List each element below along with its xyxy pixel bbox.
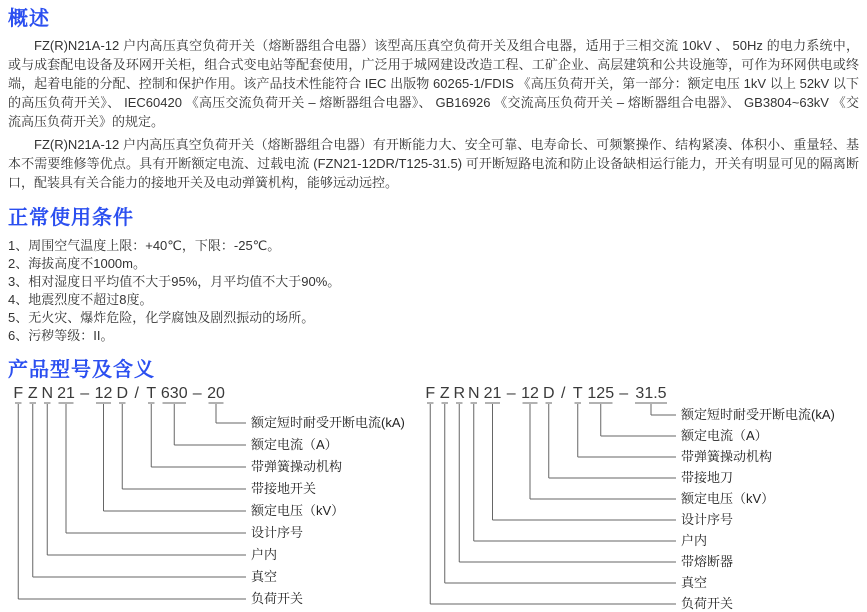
model-token: F — [425, 385, 436, 402]
diagram-label: 户内 — [251, 547, 278, 562]
conditions-heading: 正常使用条件 — [8, 207, 134, 229]
model-token: – — [619, 385, 629, 402]
model-diagrams — [8, 384, 859, 610]
model-token: 21 — [57, 385, 75, 402]
diagram-label: 带熔断器 — [681, 554, 734, 569]
diagram-label: 负荷开关 — [251, 591, 304, 606]
diagram-label: 真空 — [681, 575, 708, 590]
model-token: D — [543, 385, 555, 402]
diagram-label: 带弹簧操动机构 — [681, 449, 773, 464]
overview-paragraph-1: FZ(R)N21A-12 户内高压真空负荷开关（熔断器组合电器）该型高压真空负荷开关及组合电器，适用于三相交流 10kV 、 50Hz 的电力系统中，或与成套配电设备及环网开关柜，组合式变电站等配套使用，广泛用于城网建设改造工程、工矿企业、高层建筑和公共设施等，可作为环网供电或终端，起着电能的分配、控制和保护作用。该产品技术性能符合 IEC 出版物 60265-1/FDIS 《高压负荷开关，第一部分：额定电压 1kV 以上 52kV 以下的高压负荷开关》、 IEC60420 《高压交流负荷开关 – 熔断器组合电器》、 GB16926 《交流高压负荷开关 – 熔断器组合电器》、 GB3804~63kV 《交流高压负荷开关》的规定。 — [8, 38, 859, 129]
diagram-label: 额定电流（A） — [681, 428, 768, 443]
model-token: 21 — [483, 385, 502, 402]
diagram-label: 额定电压（kV） — [251, 503, 345, 518]
model-token: 125 — [587, 385, 615, 402]
condition-item: 5、无火灾、爆炸危险，化学腐蚀及剧烈振动的场所。 — [8, 310, 315, 325]
model-token: T — [572, 385, 583, 402]
diagram-label: 带接地开关 — [251, 481, 317, 496]
diagram-label: 设计序号 — [681, 512, 734, 527]
model-token: F — [13, 385, 24, 402]
model-token: R — [453, 385, 466, 402]
models-heading: 产品型号及含义 — [8, 359, 155, 381]
conditions-list — [8, 237, 859, 345]
diagram-label: 真空 — [251, 569, 278, 584]
model-token: 12 — [94, 385, 113, 402]
diagram-label: 额定短时耐受开断电流(kA) — [251, 415, 405, 430]
model-token: Z — [439, 385, 450, 402]
condition-item: 3、相对湿度日平均值不大于95%，月平均值不大于90%。 — [8, 274, 341, 289]
model-token: N — [41, 385, 54, 402]
model-token: T — [146, 385, 157, 402]
diagram-label: 户内 — [681, 533, 708, 548]
model-token: / — [134, 385, 139, 402]
model-diagram-left — [8, 384, 424, 610]
model-diagram-right — [424, 384, 859, 610]
model-token: – — [506, 385, 516, 402]
condition-item: 1、周围空气温度上限：+40℃，下限：-25℃。 — [8, 238, 281, 253]
condition-item: 6、污秽等级：II。 — [8, 328, 114, 343]
condition-item: 2、海拔高度不1000m。 — [8, 256, 146, 271]
model-token: 12 — [521, 385, 539, 402]
diagram-label: 带弹簧操动机构 — [251, 459, 343, 474]
overview-paragraph-2: FZ(R)N21A-12 户内高压真空负荷开关（熔断器组合电器）有开断能力大、安全可靠、电寿命长、可频繁操作、结构紧凑、体积小、重量轻、基本不需要维修等优点。具有开断额定电流、过载电流 (FZN21-12DR/T125-31.5) 可开断短路电流和防止设备缺相运行能力，开关有明显可见的隔离断口，配装具有关合能力的接地开关及电动弹簧机构，能够远动远控。 — [8, 137, 859, 190]
diagram-label: 负荷开关 — [681, 596, 734, 610]
model-token: 31.5 — [635, 385, 667, 402]
diagram-label: 带接地刀 — [681, 470, 734, 485]
diagram-label: 设计序号 — [251, 525, 304, 540]
model-token: / — [561, 385, 566, 402]
model-token: – — [80, 385, 90, 402]
model-token: 630 — [160, 385, 188, 402]
model-token: Z — [27, 385, 38, 402]
model-token: N — [468, 385, 480, 402]
overview-heading: 概述 — [8, 8, 50, 30]
condition-item: 4、地震烈度不超过8度。 — [8, 292, 153, 307]
model-token: D — [116, 385, 129, 402]
diagram-label: 额定短时耐受开断电流(kA) — [681, 407, 835, 422]
diagram-label: 额定电压（kV） — [681, 491, 775, 506]
diagram-label: 额定电流（A） — [251, 437, 338, 452]
model-token: – — [192, 385, 202, 402]
model-token: 20 — [207, 385, 225, 402]
